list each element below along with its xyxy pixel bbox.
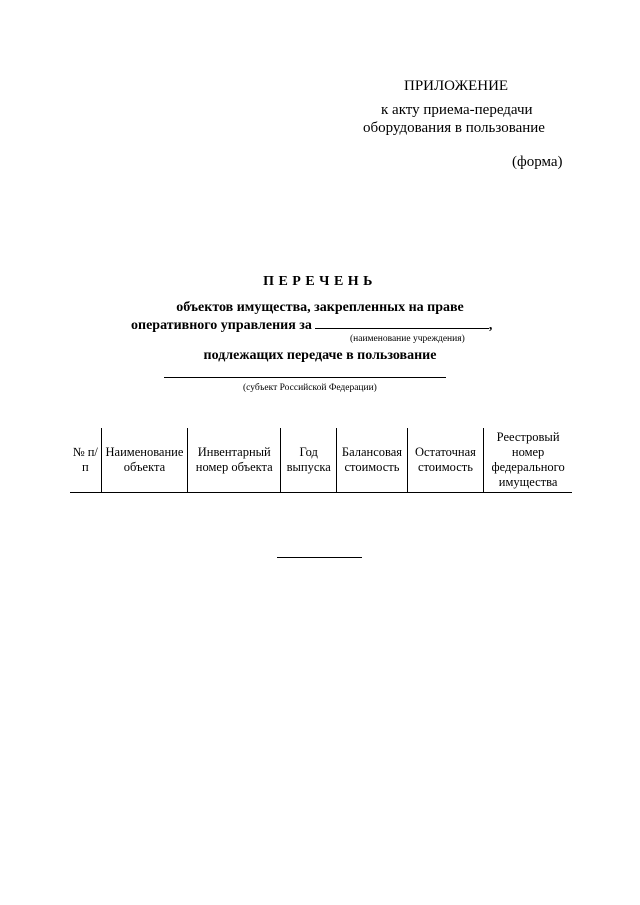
appendix-line-2: оборудования в пользование	[363, 120, 545, 136]
objects-table	[70, 428, 572, 493]
column-header-residual-value: Остаточная стоимость	[407, 428, 484, 493]
document-title: ПЕРЕЧЕНЬ	[263, 274, 377, 289]
form-label: (форма)	[512, 154, 563, 170]
heading-line-3: подлежащих передаче в пользование	[203, 348, 437, 363]
subject-hint: (субъект Российской Федерации)	[243, 383, 377, 393]
column-header-inventory-number: Инвентарный номер объекта	[188, 428, 281, 493]
subject-blank-line	[164, 377, 446, 378]
table-header-row	[70, 428, 572, 493]
column-header-book-value: Балансовая стоимость	[337, 428, 407, 493]
heading-line-2	[131, 316, 492, 334]
signature-line	[277, 557, 362, 558]
institution-hint: (наименование учреждения)	[350, 334, 465, 344]
column-header-registry-number: Реестровый номер федерального имущества	[484, 428, 572, 493]
institution-blank-line	[315, 316, 489, 329]
heading-line-2-suffix: ,	[488, 318, 493, 333]
appendix-line-1: к акту приема-передачи	[381, 102, 533, 118]
heading-line-2-prefix: оперативного управления за	[131, 318, 312, 333]
column-header-year: Год выпуска	[281, 428, 337, 493]
column-header-name: Наименование объекта	[101, 428, 188, 493]
column-header-number: № п/п	[70, 428, 101, 493]
heading-line-1: объектов имущества, закрепленных на праве	[176, 300, 464, 315]
appendix-title: ПРИЛОЖЕНИЕ	[404, 78, 509, 94]
